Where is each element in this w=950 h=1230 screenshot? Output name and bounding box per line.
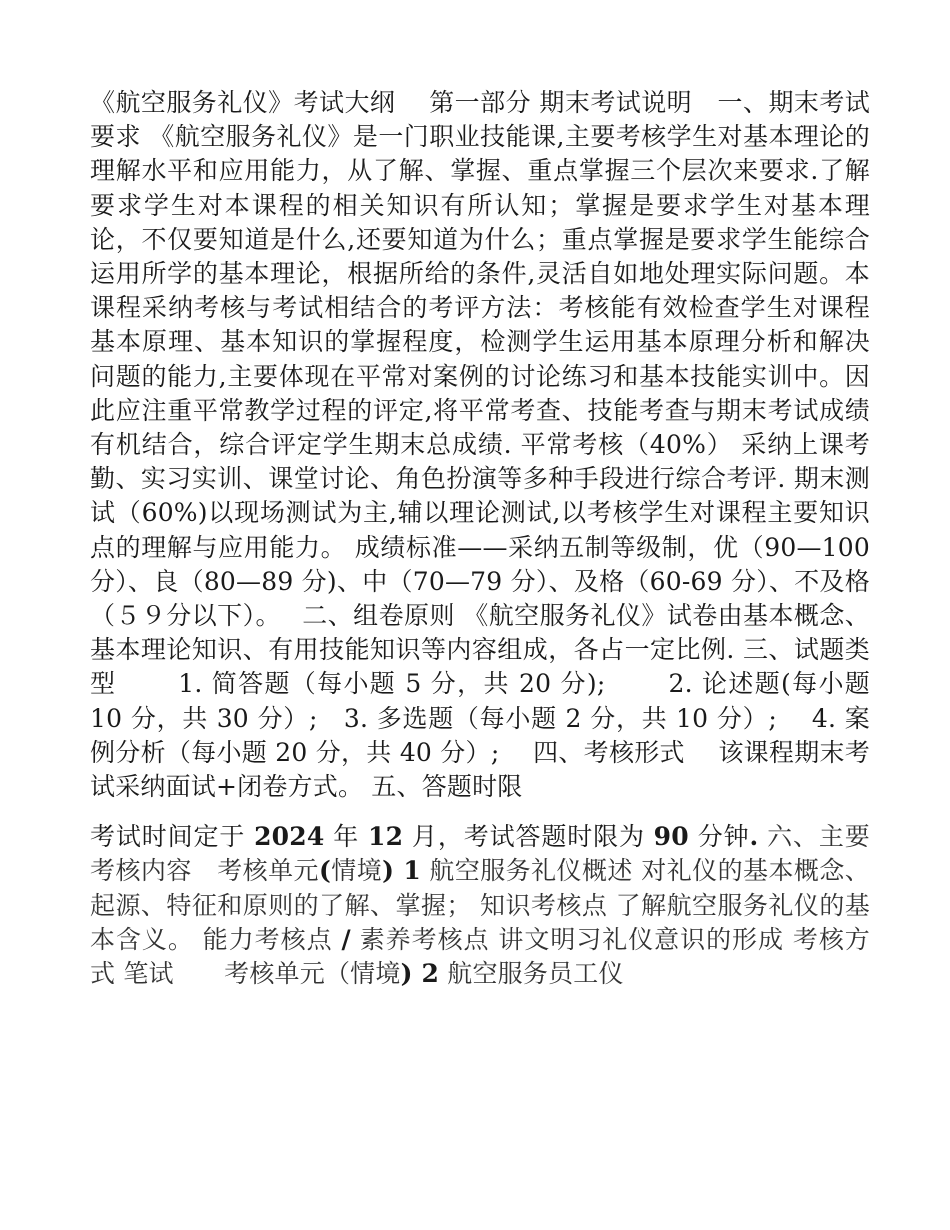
minutes-value: 90 (653, 822, 689, 852)
text-segment: 素养考核点 讲文明习礼仪意识的形成 考核方式 笔试 考核单元（情境 (90, 924, 870, 989)
month-value: 12 (367, 822, 404, 852)
text-segment: 六、主要考核内容 考核单元 (90, 822, 870, 886)
text-segment: 航空服务员工仪 (439, 959, 624, 989)
text-segment: 分钟 (688, 822, 750, 852)
document-page (90, 86, 870, 991)
exam-outline-paragraph-2 (90, 820, 870, 991)
text-segment: 情境 (331, 856, 383, 886)
text-segment-bold: ( (318, 856, 332, 886)
text-segment-bold: / (341, 924, 351, 954)
text-segment: 年 (324, 822, 368, 852)
text-segment: 月，考试答题时限为 (403, 822, 654, 852)
exam-outline-paragraph-1: 《航空服务礼仪》考试大纲 第一部分 期末考试说明 一、期末考试要求 《航空服务礼仪》是一门职业技能课,主要考核学生对基本理论的理解水平和应用能力，从了解、掌握、重点掌握三个层次来要求.了解要求学生对本课程的相关知识有所认知；掌握是要求学生对基本理论，不仅要知道是什么,还要知道为什么；重点掌握是要求学生能综合运用所学的基本理论，根据所给的条件,灵活自如地处理实际问题。本课程采纳考核与考试相结合的考评方法：考核能有效检查学生对课程基本原理、基本知识的掌握程度，检测学生运用基本原理分析和解决问题的能力,主要体现在平常对案例的讨论练习和基本技能实训中。因此应注重平常教学过程的评定,将平常考查、技能考查与期末考试成绩有机结合，综合评定学生期末总成绩. 平常考核（40%） 采纳上课考勤、实习实训、课堂讨论、角色扮演等多种手段进行综合考评. 期末测试（60%)以现场测试为主,辅以理论测试,以考核学生对课程主要知识点的理解与应用能力。 成绩标准——采纳五制等级制，优（90—100 分）、良（80—89 分)、中（70—79 分）、及格（60-69 分）、不及格（５９分以下）。 二、组卷原则 《航空服务礼仪》试卷由基本概念、基本理论知识、有用技能知识等内容组成，各占一定比例. 三、试题类型 1. 简答题（每小题 5 分，共 20 分); 2. 论述题(每小题 10 分，共 30 分）; 3. 多选题（每小题 2 分，共 10 分）; 4. 案例分析（每小题 20 分，共 40 分）; 四、考核形式 该课程期末考试采纳面试+闭卷方式。 五、答题时限 (90, 88, 870, 802)
text-segment-bold: . (749, 822, 759, 852)
unit-number-1: ) 1 (382, 856, 421, 886)
unit-number-2: ) 2 (400, 959, 440, 989)
text-segment: 航空服务礼仪概述 对礼仪的基本概念、起源、特征和原则的了解、掌握； 知识考核点 了解航空服务礼仪的基本含义。 能力考核点 (90, 856, 870, 954)
year-value: 2024 (254, 822, 325, 852)
text-segment: 考试时间定于 (90, 822, 255, 852)
